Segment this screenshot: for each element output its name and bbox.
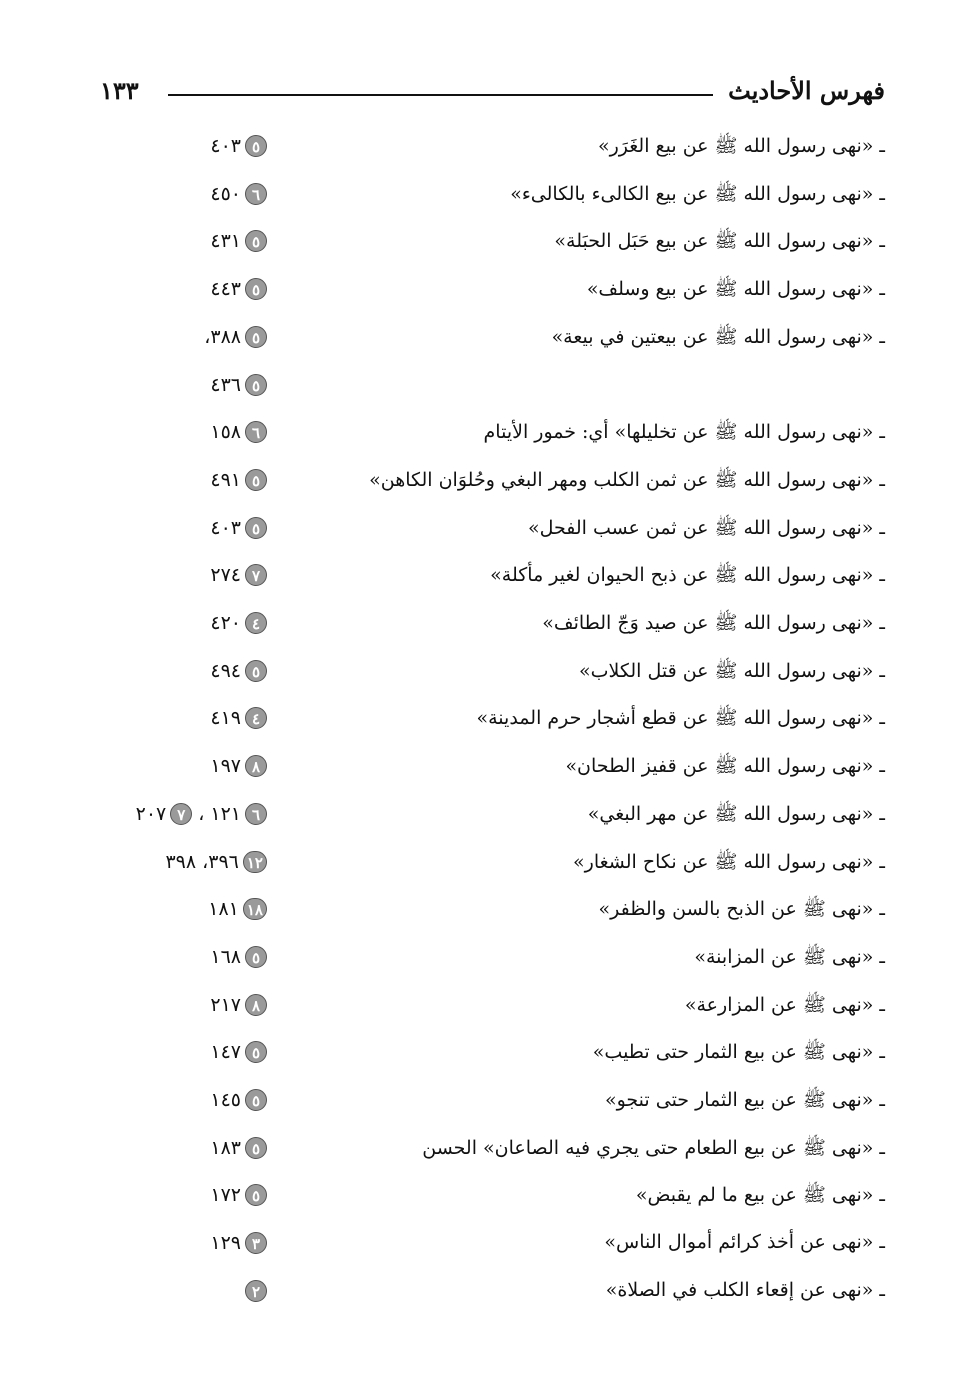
volume-badge: ٦ [245,183,267,205]
page-reference: ٤٥٠ [210,183,241,205]
hadith-text: ـ «نهى رسول الله ﷺ عن قتل الكلاب» [579,660,885,682]
index-entry [0,221,955,265]
volume-badge: ١٢ [243,851,267,873]
hadith-text: ـ «نهى رسول الله ﷺ عن مهر البغي» [587,803,885,825]
index-entry [0,1080,955,1124]
hadith-text: ـ «نهى رسول الله ﷺ عن قفيز الطحان» [565,755,885,777]
page-reference: ٤١٩ [210,707,241,729]
hadith-text: ـ «نهى عن إقعاء الكلب في الصلاة» [605,1279,885,1301]
page-reference: ١٤٧ [210,1041,241,1063]
hadith-text: ـ «نهى ﷺ عن بيع ما لم يقبض» [635,1184,885,1206]
index-entry [0,460,955,504]
page-reference: ٤٩١ [210,469,241,491]
hadith-text: ـ «نهى رسول الله ﷺ عن قطع أشجار حرم المدينة» [476,707,885,729]
page-reference: ١٤٥ [210,1089,241,1111]
volume-badge: ٥ [245,946,267,968]
page-reference: ٤٣٦ [210,374,241,396]
volume-badge: ٥ [245,1184,267,1206]
volume-badge: ٨ [245,755,267,777]
reference-list [210,993,267,1016]
volume-badge: ٢ [245,1280,267,1302]
index-entry [0,317,955,361]
reference-list [210,229,267,252]
page-reference: ١٨١ [208,898,239,920]
page-reference: ١٥٨ [210,421,241,443]
reference-list [210,277,267,300]
page-reference: ٤٠٣ [210,517,241,539]
index-entry [0,937,955,981]
reference-list [165,850,267,873]
index-entry [0,1128,955,1172]
index-entry [0,269,955,313]
hadith-text: ـ «نهى ﷺ عن الذبح بالسن والظفر» [598,898,885,920]
hadith-text: ـ «نهى عن أخذ كرائم أموال الناس» [604,1231,885,1253]
index-entry [0,365,955,409]
page-reference: ٣٩٦، ٣٩٨ [165,851,239,873]
index-entry [0,603,955,647]
index-entry [0,1223,955,1267]
reference-list [210,1040,267,1063]
hadith-text: ـ «نهى رسول الله ﷺ عن تخليلها» أي: خمور الأيتام [483,421,885,443]
index-entry [0,889,955,933]
page-reference: ١٧٢ [210,1184,241,1206]
volume-badge: ١٨ [243,898,267,920]
index-entry [0,794,955,838]
index-entry [0,126,955,170]
reference-list [210,468,267,491]
page-reference: ٤٤٣ [210,278,241,300]
hadith-text: ـ «نهى ﷺ عن بيع الثمار حتى تنجو» [604,1089,885,1111]
volume-badge: ٤ [245,707,267,729]
page-number: ١٣٣ [100,76,139,105]
reference-list [210,373,267,396]
reference-separator: ، [198,803,205,825]
volume-badge: ٧ [170,803,192,825]
index-entry [0,842,955,886]
reference-list [210,563,267,586]
volume-badge: ٥ [245,1137,267,1159]
reference-list [210,754,267,777]
reference-list [210,1088,267,1111]
page-reference: ٢٠٧ [135,803,167,825]
reference-list [136,802,267,825]
page-reference: ٤٢٠ [210,612,241,634]
volume-badge: ٥ [245,1041,267,1063]
page-reference: ٤٣١ [210,230,241,252]
hadith-text: ـ «نهى رسول الله ﷺ عن ثمن عسب الفحل» [527,517,885,539]
page-reference: ١٢٩ [210,1232,241,1254]
reference-list [210,182,267,205]
reference-list [210,706,267,729]
reference-list [204,325,267,348]
page-reference: ١٩٧ [210,755,241,777]
hadith-text: ـ «نهى رسول الله ﷺ عن بيع وسلف» [586,278,885,300]
index-entry [0,746,955,790]
volume-badge: ٥ [245,230,267,252]
reference-list [210,659,267,682]
volume-badge: ٥ [245,135,267,157]
reference-list [210,134,267,157]
reference-list [210,1231,267,1254]
page-reference: ١٨٣ [210,1137,241,1159]
volume-badge: ٦ [245,803,267,825]
reference-list [210,1136,267,1159]
volume-badge: ٨ [245,994,267,1016]
hadith-text: ـ «نهى رسول الله ﷺ عن بيع الكالىء بالكالىء» [510,183,885,205]
hadith-text: ـ «نهى رسول الله ﷺ عن نكاح الشغار» [573,851,885,873]
reference-list [210,611,267,634]
page-reference: ٣٨٨، [204,326,241,348]
index-entry [0,1175,955,1219]
index-entry [0,174,955,218]
reference-list [210,1183,267,1206]
reference-list [241,1279,267,1302]
hadith-text: ـ «نهى ﷺ عن المزارعة» [684,994,885,1016]
index-entry [0,651,955,695]
hadith-text: ـ «نهى رسول الله ﷺ عن ثمن الكلب ومهر البغي وحُلوَان الكاهن» [369,469,885,491]
volume-badge: ٥ [245,326,267,348]
page-reference: ٢٧٤ [210,564,241,586]
volume-badge: ٥ [245,374,267,396]
index-entry [0,508,955,552]
page-reference: ٢١٧ [210,994,241,1016]
hadith-text: ـ «نهى رسول الله ﷺ عن صيد وَجّ الطائف» [542,612,885,634]
volume-badge: ٥ [245,1089,267,1111]
hadith-text: ـ «نهى رسول الله ﷺ عن ذبح الحيوان لغير مأكلة» [490,564,885,586]
volume-badge: ٥ [245,517,267,539]
volume-badge: ٦ [245,421,267,443]
index-entry [0,1032,955,1076]
hadith-text: ـ «نهى رسول الله ﷺ عن بيعتين في بيعة» [551,326,885,348]
index-entry [0,698,955,742]
reference-list [210,420,267,443]
volume-badge: ٤ [245,612,267,634]
reference-list [210,516,267,539]
volume-badge: ٧ [245,564,267,586]
volume-badge: ٥ [245,469,267,491]
volume-badge: ٥ [245,660,267,682]
reference-list [208,897,267,920]
hadith-text: ـ «نهى رسول الله ﷺ عن بيع حَبَل الحبَلة» [554,230,885,252]
hadith-text: ـ «نهى رسول الله ﷺ عن بيع الغَرَر» [597,135,885,157]
hadith-text: ـ «نهى ﷺ عن المزابنة» [694,946,885,968]
volume-badge: ٥ [245,278,267,300]
index-entry [0,1271,955,1315]
reference-list [210,945,267,968]
page-reference: ٤٠٣ [210,135,241,157]
volume-badge: ٣ [245,1232,267,1254]
index-entry [0,555,955,599]
hadith-text: ـ «نهى ﷺ عن بيع الثمار حتى تطيب» [592,1041,885,1063]
page-title: فهرس الأحاديث [728,76,885,105]
page-reference: ١٢١ [210,803,241,825]
index-entry [0,412,955,456]
hadith-text: ـ «نهى ﷺ عن بيع الطعام حتى يجري فيه الصاعان» الحسن [422,1137,885,1159]
index-entry [0,985,955,1029]
page-header [100,70,885,110]
header-rule [168,94,713,96]
page-reference: ١٦٨ [210,946,241,968]
page-reference: ٤٩٤ [210,660,241,682]
